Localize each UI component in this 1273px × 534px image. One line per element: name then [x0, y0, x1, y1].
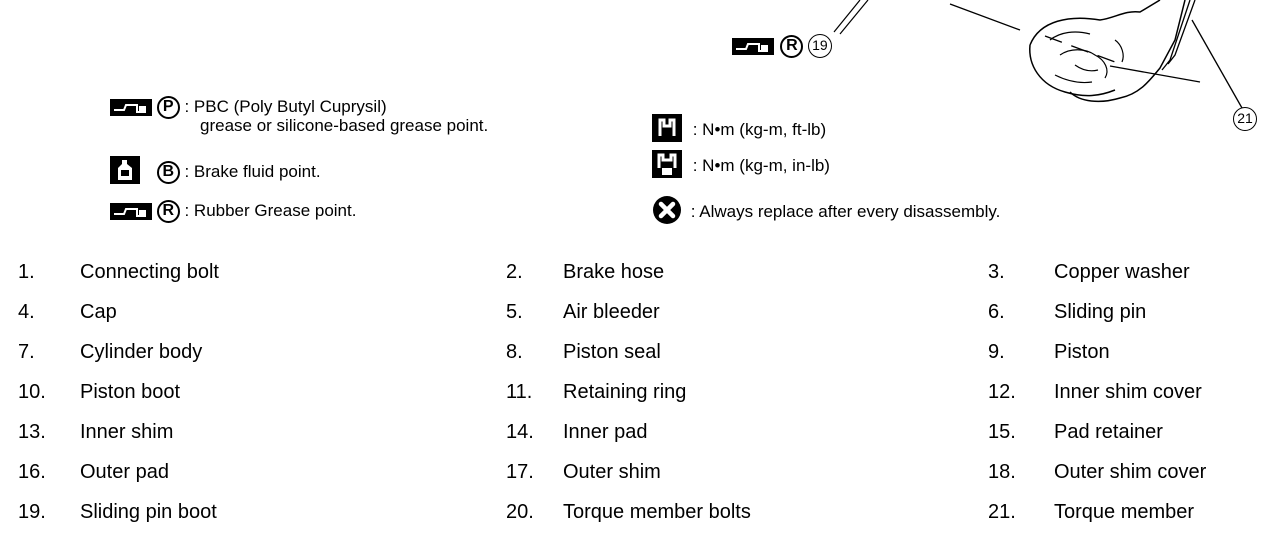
- list-item: Inner shim cover: [1054, 381, 1202, 403]
- legend-text-rubber-grease: : Rubber Grease point.: [184, 200, 357, 220]
- list-item: Torque member: [1054, 501, 1195, 523]
- list-item: 3.: [988, 261, 1005, 283]
- list-item: 6.: [988, 301, 1005, 323]
- part-detail: [1075, 65, 1098, 71]
- part-detail: [1055, 75, 1092, 83]
- part-outline: [1030, 45, 1115, 96]
- brake-fluid-bottle-icon: [110, 156, 140, 189]
- legend-item-torque-inlb: [652, 150, 830, 183]
- list-item: Piston seal: [563, 341, 661, 363]
- list-item: Inner shim: [80, 421, 174, 443]
- list-item: Outer pad: [80, 461, 169, 483]
- torque-wrench-icon: [652, 114, 682, 147]
- list-item: 1.: [18, 261, 35, 283]
- list-item: Cylinder body: [80, 341, 203, 363]
- legend-item-rubber-grease: [110, 200, 356, 223]
- brake-fluid-b-icon: B: [157, 161, 180, 184]
- list-item: Brake hose: [563, 261, 665, 283]
- list-item: Cap: [80, 301, 117, 323]
- list-item: 7.: [18, 341, 35, 363]
- leader-line: [950, 4, 1020, 30]
- list-item: 11.: [506, 381, 533, 403]
- list-item: Torque member bolts: [563, 501, 751, 523]
- list-item: Inner pad: [563, 421, 648, 443]
- leader-line: [1192, 20, 1242, 108]
- list-item: 9.: [988, 341, 1005, 363]
- grease-tube-icon: [732, 38, 774, 55]
- grease-tube-icon: [110, 203, 152, 220]
- list-item: 21.: [988, 501, 1016, 523]
- legend-item-torque-ftlb: [652, 114, 826, 147]
- list-item: 16.: [18, 461, 46, 483]
- list-item: 4.: [18, 301, 35, 323]
- callout-19-group: [732, 34, 832, 58]
- list-item: Air bleeder: [563, 301, 660, 323]
- list-item: 20.: [506, 501, 534, 523]
- list-item: Piston boot: [80, 381, 181, 403]
- list-item: 14.: [506, 421, 534, 443]
- list-item: Copper washer: [1054, 261, 1190, 283]
- list-item: 12.: [988, 381, 1016, 403]
- list-item: Outer shim cover: [1054, 461, 1207, 483]
- legend-text-replace: : Always replace after every disassembly.: [690, 201, 1001, 221]
- list-item: 13.: [18, 421, 46, 443]
- rubber-grease-r-icon: R: [157, 200, 180, 223]
- pbc-p-icon: P: [157, 96, 180, 119]
- legend-text-torque-ftlb: : N•m (kg-m, ft-lb): [692, 119, 827, 139]
- torque-wrench-small-icon: [652, 150, 682, 183]
- list-item: Sliding pin: [1054, 301, 1147, 323]
- list-item: 19.: [18, 501, 46, 523]
- legend-text-pbc-line2: grease or silicone-based grease point.: [200, 116, 489, 135]
- list-item: 5.: [506, 301, 523, 323]
- replace-x-icon: [652, 195, 682, 230]
- list-item: Pad retainer: [1054, 421, 1163, 443]
- list-item: Retaining ring: [563, 381, 687, 403]
- callout-19: 19: [808, 34, 832, 58]
- part-detail: [1050, 32, 1090, 40]
- list-item: 18.: [988, 461, 1016, 483]
- part-detail: [1060, 50, 1107, 78]
- callout-21: 21: [1233, 107, 1257, 131]
- list-item: 10.: [18, 381, 46, 403]
- legend-text-pbc-line1: : PBC (Poly Butyl Cuprysil): [184, 96, 387, 116]
- list-item: 15.: [988, 421, 1016, 443]
- list-item: 2.: [506, 261, 523, 283]
- part-detail: [1115, 40, 1123, 62]
- list-item: Sliding pin boot: [80, 501, 217, 523]
- legend-item-brake-fluid: [110, 156, 321, 189]
- axis-dashed-line: [1045, 36, 1115, 62]
- rubber-grease-r-icon: R: [780, 35, 803, 58]
- list-item: Connecting bolt: [80, 261, 219, 283]
- parts-list: [0, 260, 1273, 530]
- list-item: 8.: [506, 341, 523, 363]
- callout-21-group: [1233, 107, 1257, 131]
- list-item: 17.: [506, 461, 534, 483]
- leader-line: [1110, 66, 1200, 82]
- list-item: Outer shim: [563, 461, 661, 483]
- list-item: Piston: [1054, 341, 1110, 363]
- grease-tube-icon: [110, 99, 152, 116]
- legend-item-replace: [652, 195, 1000, 230]
- legend-text-brake-fluid: : Brake fluid point.: [184, 161, 321, 181]
- caliper-diagram: [900, 0, 1273, 110]
- legend-text-torque-inlb: : N•m (kg-m, in-lb): [692, 155, 830, 175]
